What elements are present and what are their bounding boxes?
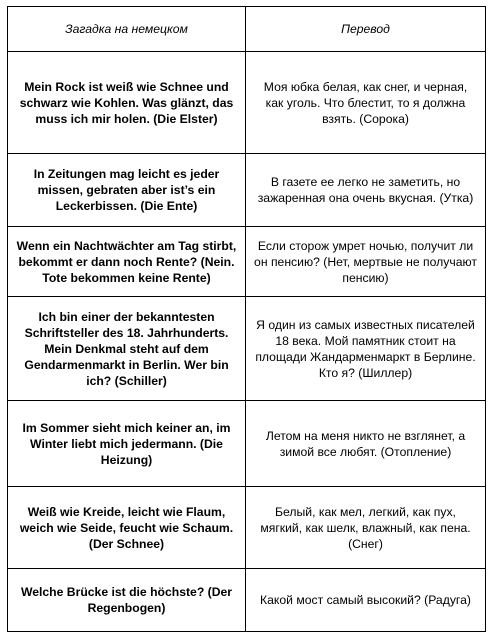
table-row [8, 401, 486, 487]
table-row [8, 569, 486, 632]
translation-cell: Моя юбка белая, как снег, и черная, как уголь. Что блестит, то я должна взять. (Сорока) [246, 52, 486, 154]
table-row [8, 487, 486, 569]
german-riddle-cell: In Zeitungen mag leicht es jeder missen, gebraten aber ist’s ein Leckerbissen. (Die Ente) [8, 154, 246, 227]
german-riddle-cell: Mein Rock ist weiß wie Schnee und schwarz wie Kohlen. Was glänzt, das muss ich mir holen. (Die Elster) [8, 52, 246, 154]
translation-cell: Если сторож умрет ночью, получит ли он пенсию? (Нет, мертвые не получают пенсию) [246, 227, 486, 297]
header-translation: Перевод [246, 7, 486, 52]
table-row [8, 227, 486, 297]
translation-cell: В газете ее легко не заметить, но зажаренная она очень вкусная. (Утка) [246, 154, 486, 227]
german-riddle-cell: Ich bin einer der bekanntesten Schriftsteller des 18. Jahrhunderts. Mein Denkmal steht auf dem Gendarmenmarkt in Berlin. Wer bin ich? (Schiller) [8, 297, 246, 401]
german-riddle-cell: Welche Brücke ist die höchste? (Der Regenbogen) [8, 569, 246, 632]
header-german-riddle: Загадка на немецком [8, 7, 246, 52]
german-riddle-cell: Weiß wie Kreide, leicht wie Flaum, weich wie Seide, feucht wie Schaum. (Der Schnee) [8, 487, 246, 569]
table-row [8, 154, 486, 227]
table-row [8, 297, 486, 401]
german-riddle-cell: Im Sommer sieht mich keiner an, im Winter liebt mich jedermann. (Die Heizung) [8, 401, 246, 487]
german-riddle-cell: Wenn ein Nachtwächter am Tag stirbt, bekommt er dann noch Rente? (Nein. Tote bekommen keine Rente) [8, 227, 246, 297]
table-header-row [8, 7, 486, 52]
translation-cell: Белый, как мел, легкий, как пух, мягкий, как шелк, влажный, как пена. (Снег) [246, 487, 486, 569]
riddles-table [7, 6, 486, 632]
table-row [8, 52, 486, 154]
translation-cell: Летом на меня никто не взглянет, а зимой все любят. (Отопление) [246, 401, 486, 487]
translation-cell: Я один из самых известных писателей 18 века. Мой памятник стоит на площади Жандарменмаркт в Берлине. Кто я? (Шиллер) [246, 297, 486, 401]
translation-cell: Какой мост самый высокий? (Радуга) [246, 569, 486, 632]
riddles-table-container [7, 6, 485, 632]
